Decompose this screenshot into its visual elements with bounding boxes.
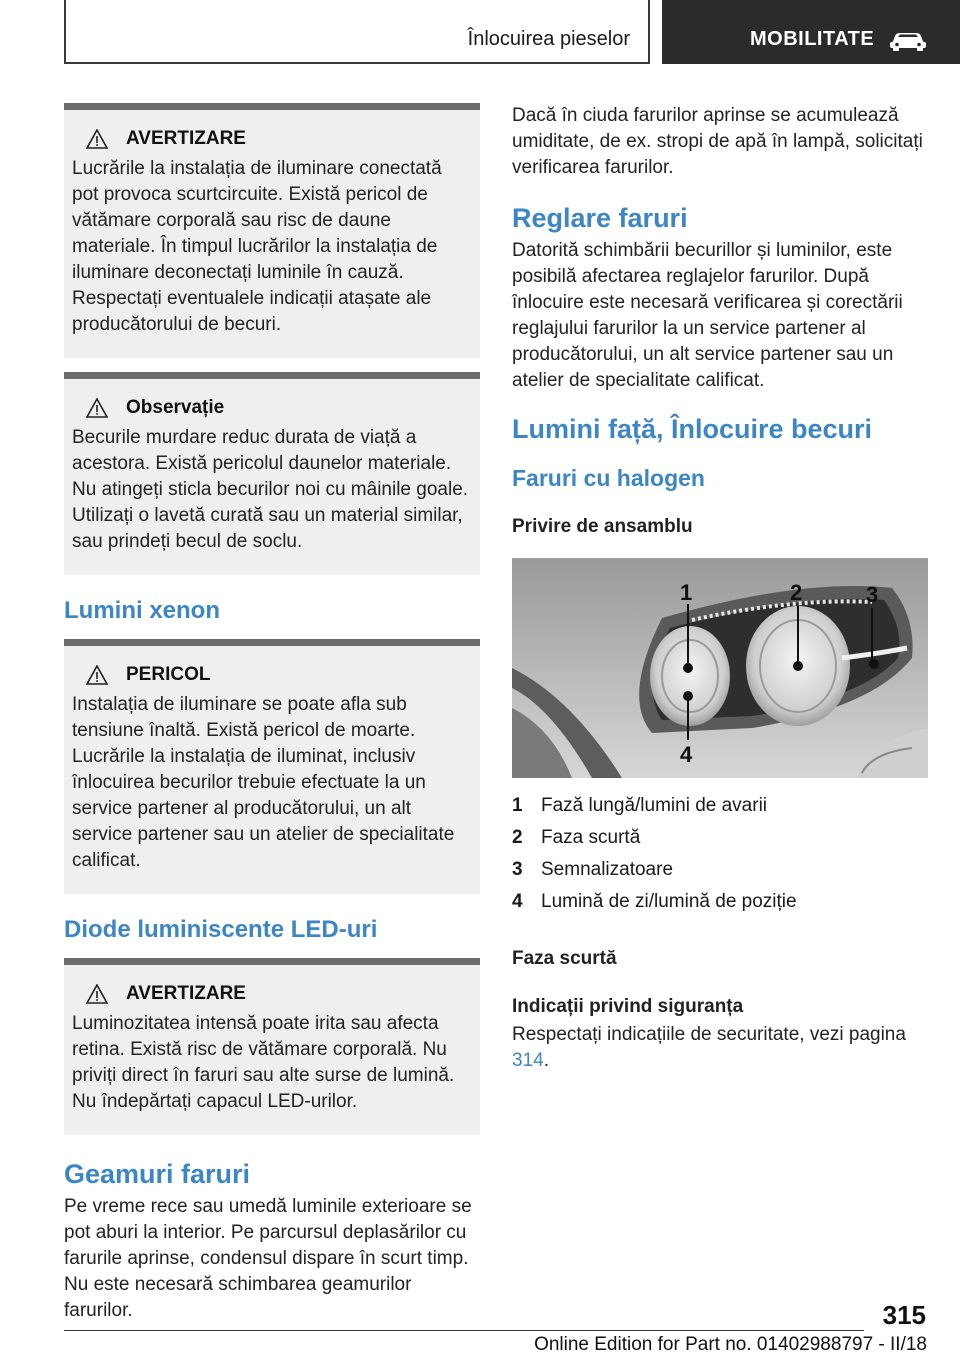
- legend-label: Lumină de zi/lumină de poziție: [541, 891, 797, 912]
- header-chapter-label: MOBILITATE: [750, 28, 875, 50]
- note-title: Observație: [126, 397, 225, 418]
- header-section-box: [64, 0, 650, 64]
- safety-text: [512, 1022, 928, 1074]
- warning-triangle-icon: [86, 984, 108, 1004]
- heading-xenon-lights: Lumini xenon: [64, 597, 220, 624]
- figure-label-4: 4: [680, 742, 693, 767]
- heading-overview: Privire de ansamblu: [512, 516, 693, 537]
- car-icon: [888, 28, 928, 52]
- warning-triangle-icon: [86, 398, 108, 418]
- footer-edition: Online Edition for Part no. 01402988797 - II/18: [534, 1334, 927, 1355]
- legend-label: Semnalizatoare: [541, 859, 674, 880]
- figure-label-1: 1: [680, 580, 693, 605]
- figure-label-2: 2: [790, 580, 803, 605]
- left-column: [64, 103, 480, 1324]
- warning-box-led: [64, 958, 480, 1135]
- heading-halogen: Faruri cu halogen: [512, 465, 705, 491]
- legend-item: [512, 790, 928, 822]
- headlight-figure: [512, 558, 928, 778]
- note-box-bulbs: [64, 372, 480, 575]
- warning-text: Luminozitatea intensă poate irita sau afecta retina. Există risc de vătămare corporală. Nu priviți direct în faruri sau alte surse de lumină. Nu îndepărtați capacul LED-urilor.: [72, 1013, 455, 1112]
- header-chapter-tab[interactable]: [662, 0, 960, 64]
- danger-header: [86, 660, 472, 690]
- safety-text-before: Respectați indicațiile de securitate, vezi pagina: [512, 1024, 906, 1045]
- heading-safety: Indicații privind siguranța: [512, 996, 744, 1017]
- safety-text-after: .: [543, 1050, 549, 1071]
- legend-item: [512, 854, 928, 886]
- warning-title: AVERTIZARE: [126, 128, 246, 149]
- warning-box-lighting: [64, 103, 480, 358]
- headlight-glass-text: Pe vreme rece sau umedă luminile exterioare se pot aburi la interior. Pe parcursul deplasărilor cu farurile aprinse, condensul dispare în scurt timp. Nu este necesară schimbarea geamurilor farurilor.: [64, 1196, 472, 1321]
- heading-led-lights: Diode luminiscente LED-uri: [64, 916, 378, 943]
- header-section-title: Înlocuirea pieselor: [467, 28, 630, 50]
- heading-headlight-adjustment: Reglare faruri: [512, 203, 688, 233]
- legend-item: [512, 822, 928, 854]
- figure-legend: [512, 790, 928, 918]
- danger-text: Instalația de iluminare se poate afla sub tensiune înaltă. Există pericol de moarte. Lucrările la instalația de iluminat, inclusiv înlocuirea becurilor trebuie efectuate la un service partener al producătorului, un alt service partener sau un atelier de specialitate calificat.: [72, 694, 455, 871]
- warning-header: [86, 979, 472, 1009]
- adjustment-text: Datorită schimbării becurillor și luminilor, este posibilă afectarea reglajelor farurilor. După înlocuire este necesară verificarea și corectării reglajului farurilor la un service partener al producătorului, un alt service partener sau un atelier de specialitate calificat.: [512, 240, 903, 391]
- danger-title: PERICOL: [126, 664, 211, 685]
- warning-text: Lucrările la instalația de iluminare conectată pot provoca scurtcircuite. Există pericol de vătămare corporală sau risc de daune materiale. În timpul lucrărilor la instalația de iluminare deconectați luminile în cauză. Respectați eventualele indicații atașate ale producătorului de becuri.: [72, 158, 442, 335]
- heading-headlight-glass: Geamuri faruri: [64, 1159, 251, 1189]
- legend-number: 2: [512, 827, 523, 848]
- heading-front-lights: Lumini față, Înlocuire becuri: [512, 414, 873, 444]
- legend-number: 4: [512, 891, 523, 912]
- warning-title: AVERTIZARE: [126, 983, 246, 1004]
- note-header: [86, 393, 472, 423]
- warning-header: [86, 124, 472, 154]
- legend-item: [512, 886, 928, 918]
- humidity-text: Dacă în ciuda farurilor aprinse se acumulează umiditate, de ex. stropi de apă în lampă, solicitați verificarea farurilor.: [512, 105, 923, 178]
- note-text: Becurile murdare reduc durata de viață a acestora. Există pericolul daunelor materiale. Nu atingeți sticla becurilor noi cu mâinile goale. Utilizați o lavetă curată sau un material similar, sau prindeți becul de soclu.: [72, 427, 469, 552]
- danger-box-xenon: [64, 639, 480, 894]
- figure-label-3: 3: [866, 582, 879, 607]
- right-column: [512, 103, 928, 1074]
- warning-triangle-icon: [86, 129, 108, 149]
- warning-triangle-icon: [86, 665, 108, 685]
- page-number: 315: [882, 1300, 926, 1330]
- page-link-314[interactable]: 314: [512, 1050, 544, 1071]
- legend-number: 3: [512, 859, 523, 880]
- legend-label: Fază lungă/lumini de avarii: [541, 795, 768, 816]
- legend-number: 1: [512, 795, 523, 816]
- legend-label: Faza scurtă: [541, 827, 641, 848]
- headlight-illustration: [512, 558, 928, 778]
- heading-low-beam: Faza scurtă: [512, 948, 617, 969]
- footer-divider: [64, 1330, 864, 1331]
